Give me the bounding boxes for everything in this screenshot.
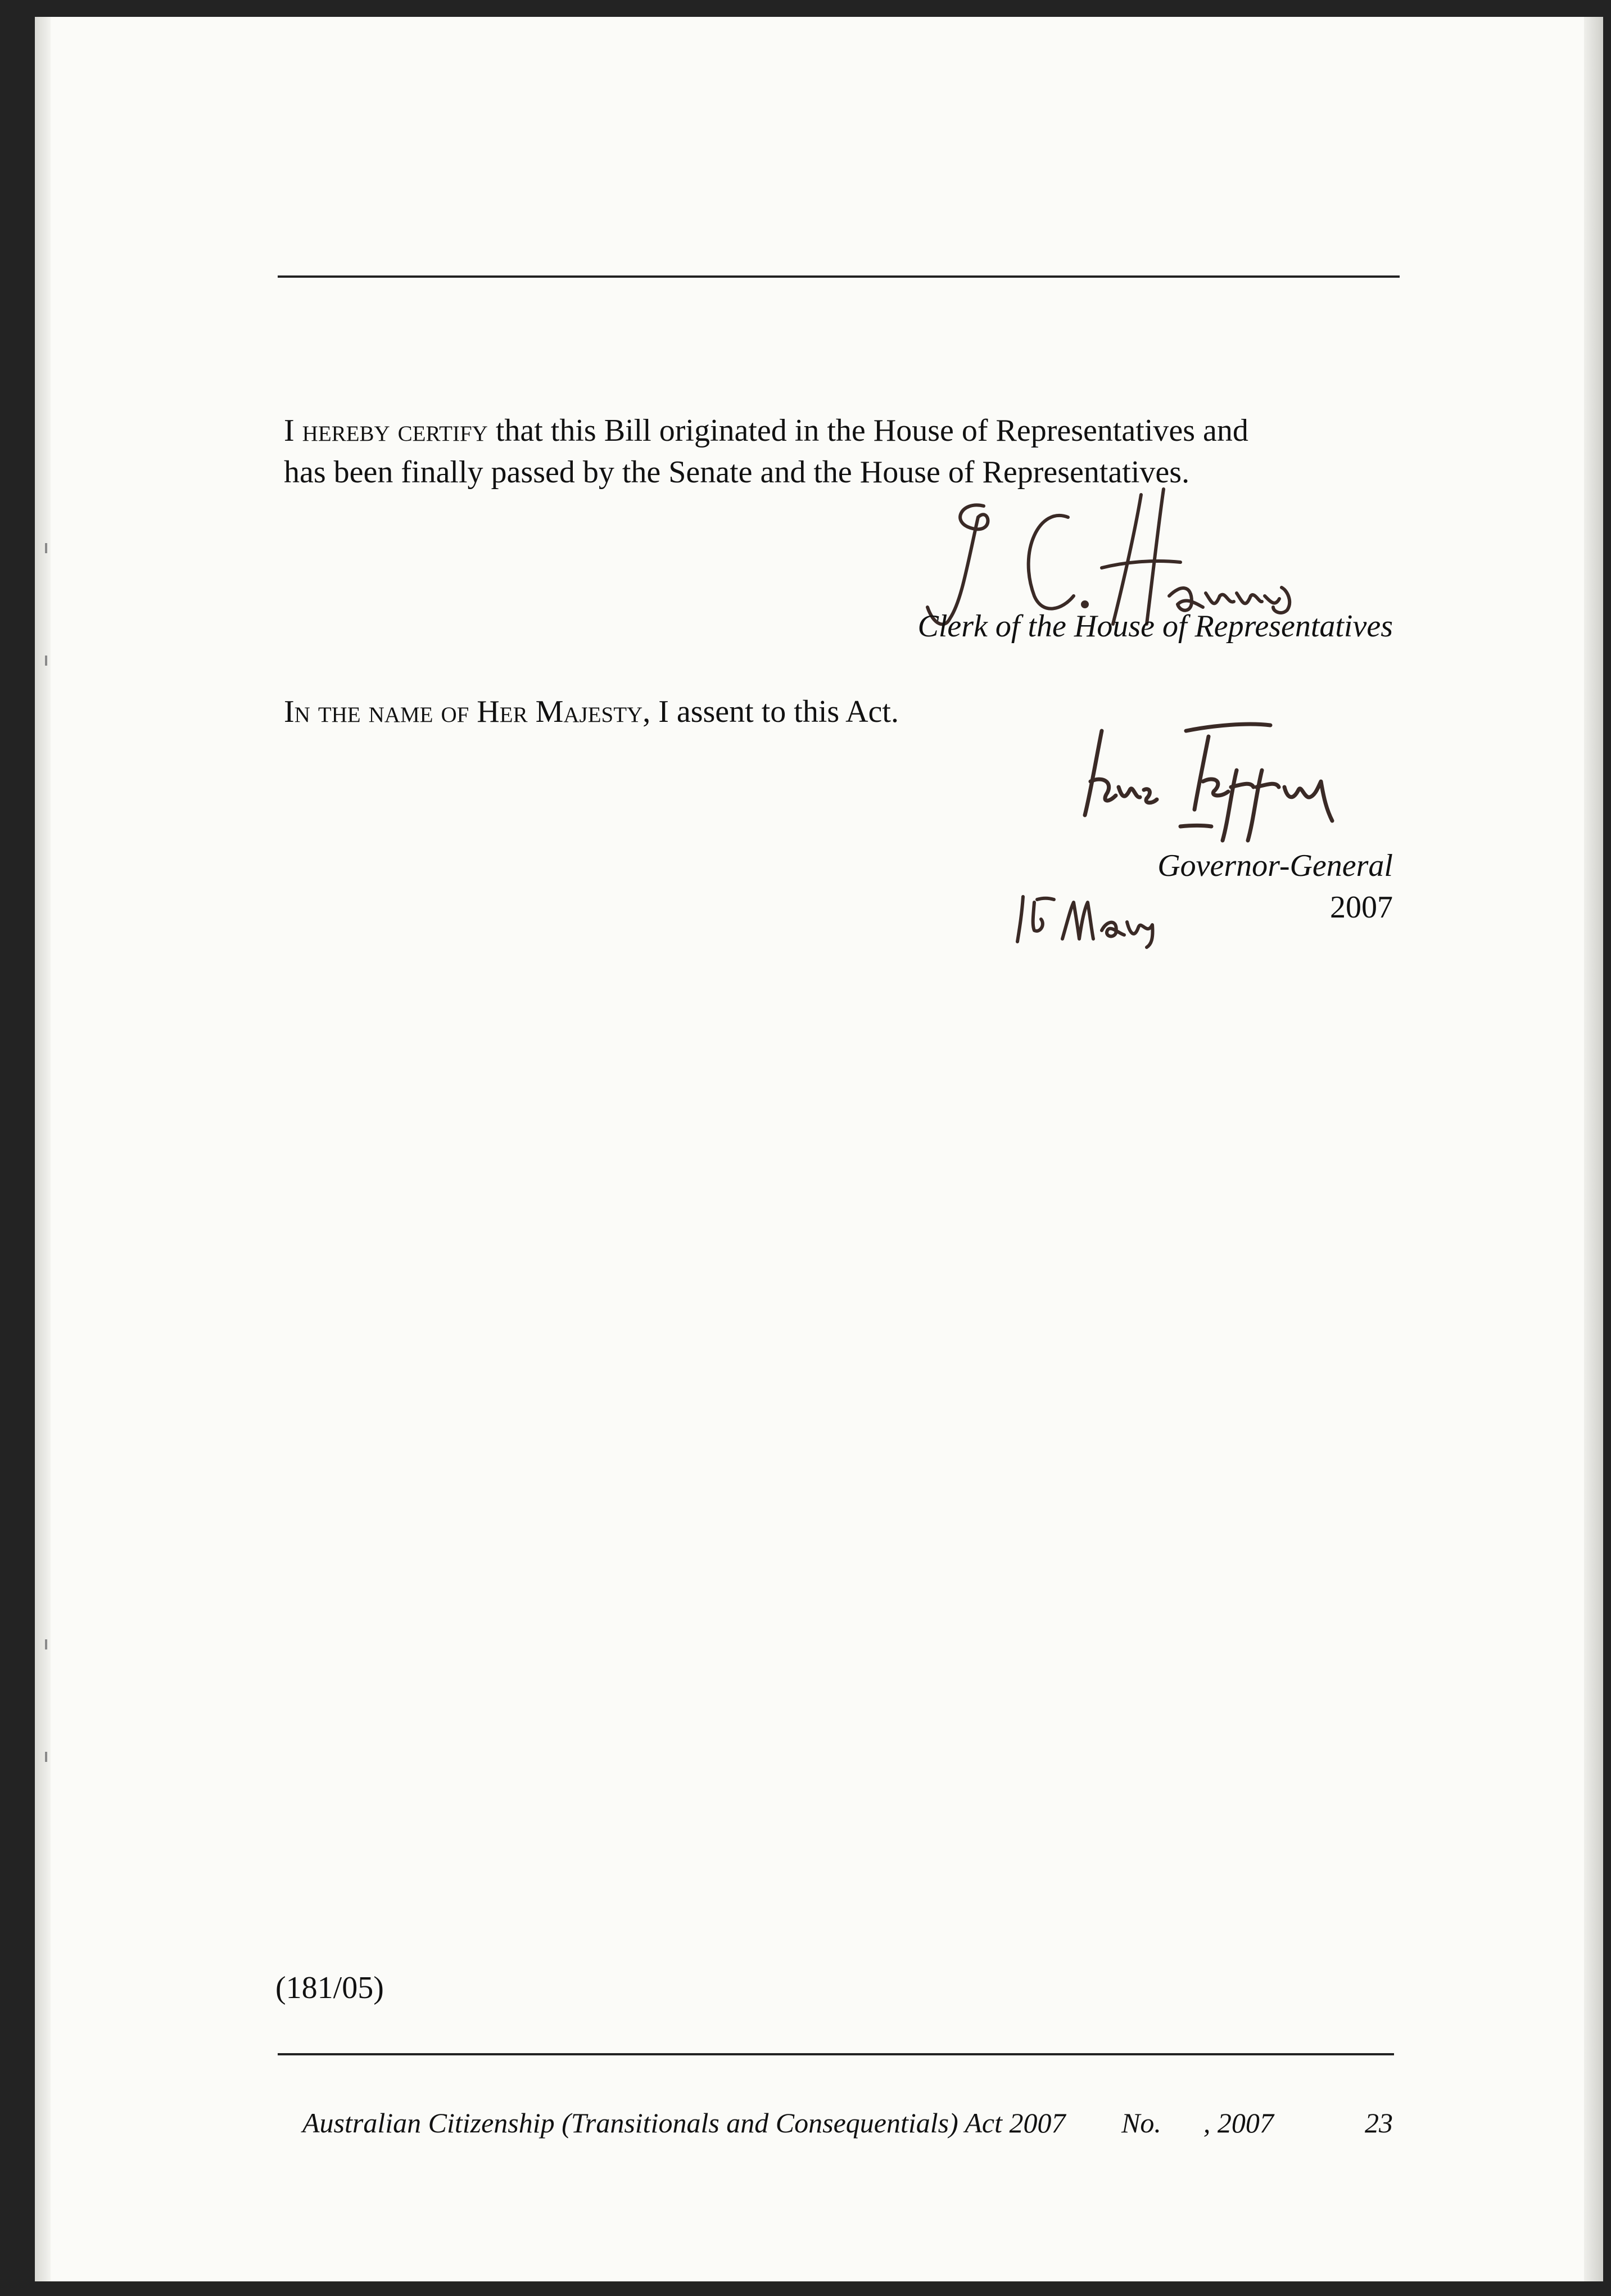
reference-code: (181/05) <box>275 1970 384 2005</box>
binding-hole <box>45 656 47 666</box>
binding-hole <box>45 1639 47 1649</box>
assent-rest: , I assent to this Act. <box>642 694 899 729</box>
assent-lead: In the name of Her Majesty <box>284 694 643 729</box>
binding-hole <box>45 543 47 553</box>
governor-general-signature <box>1068 697 1383 843</box>
assent-year: 2007 <box>1330 890 1393 925</box>
certificate-line-2: has been finally passed by the Senate and the House of Representatives. <box>284 455 1190 490</box>
page-number: 23 <box>1365 2107 1393 2139</box>
footer-rule <box>278 2053 1394 2055</box>
handwritten-assent-date <box>1006 885 1287 947</box>
page-spine-shadow <box>35 17 51 2281</box>
certificate-line-1 <box>284 410 1248 451</box>
certificate-lead: I hereby certify <box>284 413 488 448</box>
top-rule <box>278 275 1400 278</box>
binding-hole <box>45 1752 47 1762</box>
certificate-line-1-text: that this Bill originated in the House of Representatives and <box>487 413 1248 448</box>
page-right-edge <box>1584 17 1603 2281</box>
document-page <box>35 17 1603 2281</box>
governor-general-title: Governor-General <box>1157 848 1393 883</box>
footer-act-title: Australian Citizenship (Transitionals and Consequentials) Act 2007 <box>302 2107 1066 2139</box>
assent-statement <box>284 691 899 732</box>
footer-act-number: No. , 2007 <box>1121 2107 1274 2139</box>
clerk-title: Clerk of the House of Representatives <box>917 609 1393 644</box>
